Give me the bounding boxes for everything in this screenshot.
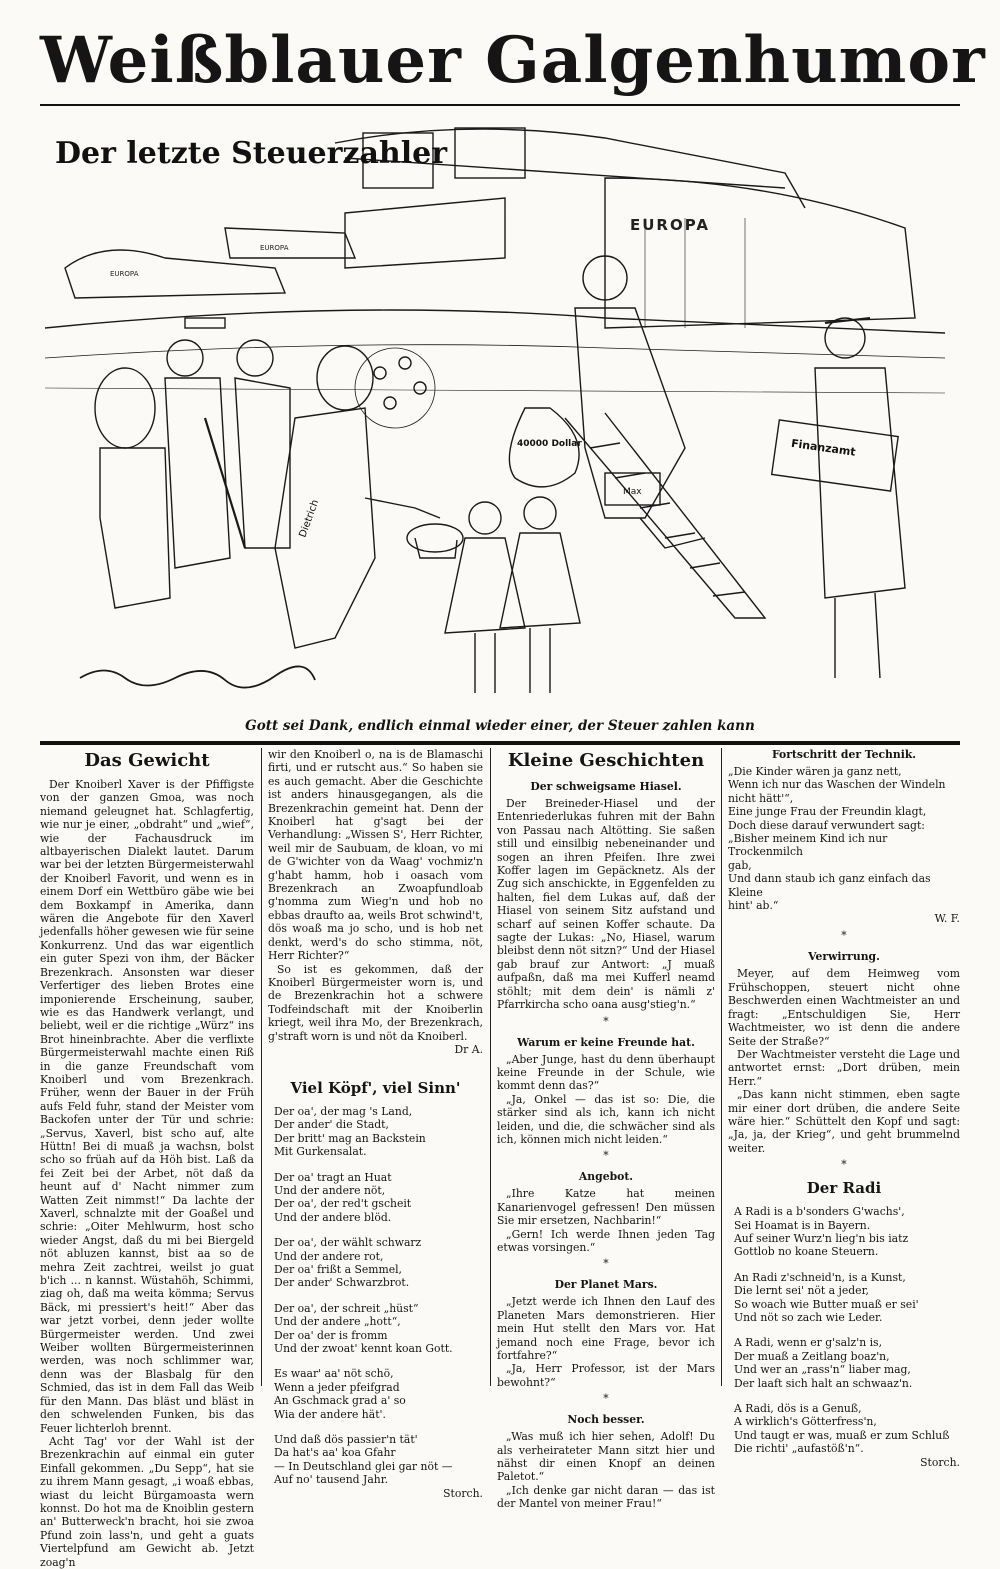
story-title: Warum er keine Freunde hat. xyxy=(517,1035,695,1049)
paragraph: „Ja, Herr Professor, ist der Mars bewohnt?“ xyxy=(497,1362,715,1389)
separator-star: * xyxy=(603,1014,609,1028)
paragraph: So ist es gekommen, daß der Knoiberl Bürgermeister worn is, und de Brezenkrachin hot a schwere Todfeindschaft mit der Knoiberlin kriegt, weil ihra Mo, der Brezenkrach, g'straft worn is und nöt da Knoiberl. xyxy=(268,962,483,1043)
paragraph: „Jetzt werde ich Ihnen den Lauf des Planeten Mars demonstrieren. Hier mein Hut stellt den Mars vor. Hat jemand noch eine Frage, bevor ich fortfahre?“ xyxy=(497,1295,715,1362)
poem-stanza: Der oa', der schreit „hüst“ Und der andere „hott“, Der oa' der is fromm Und der zwoat' kennt koan Gott. xyxy=(274,1301,453,1356)
verse: „Die Kinder wären ja ganz nett, Wenn ich nur das Waschen der Windeln nicht hätt'“, Eine junge Frau der Freundin klagt, Doch diese darauf verwundert sagt: „Bisher meinem Kind ich nur Trockenmilch gab, Und dann staub ich ganz einfach das Kleine hint' ab.“ xyxy=(728,765,946,913)
cartoon-title: Der letzte Steuerzahler xyxy=(55,136,448,171)
column-3 xyxy=(497,748,715,1511)
signature: Storch. xyxy=(920,1455,960,1469)
heading-viel-koepf: Viel Köpf', viel Sinn' xyxy=(290,1078,461,1097)
separator-star: * xyxy=(841,1158,847,1172)
suitcase-label: Max xyxy=(623,487,642,497)
poem-stanza: Der oa' tragt an Huat Und der andere nöt, Der oa', der red't gscheit Und der andere blöd. xyxy=(274,1170,412,1224)
paragraph: Meyer, auf dem Heimweg vom Frühschoppen, steuert nicht ohne Beschwerden einen Wachtmeister an und fragt: „Entschuldigen Sie, Herr Wachtmeister, wo ist denn die andere Seite der Straße?“ xyxy=(728,967,960,1048)
column-2 xyxy=(268,748,483,1501)
poem-stanza: Es waar' aa' nöt schö, Wenn a jeder pfeifgrad An Gschmack grad a' so Wia der andere hät'. xyxy=(274,1367,406,1421)
story-title: Der Planet Mars. xyxy=(554,1278,658,1292)
paragraph: „Das kann nicht stimmen, eben sagte mir einer dort drüben, die andere Seite wäre hier.“ Schüttelt den Kopf und sagt: „Ja, ja, der Krieg“, und geht brummelnd weiter. xyxy=(728,1088,960,1155)
paragraph: Der Breineder-Hiasel und der Entenriederlukas fuhren mit der Bahn von Passau nach Altötting. Sie saßen still und einsilbig nebeneinander und sogen an ihren Pfeifen. Ihre zwei Koffer lagen im Gepäcknetz. Als der Zug sich anschickte, in Eggenfelden zu halten, fiel dem Lukas auf, daß der Hiasel von seinem Sitz aufstand und scharf auf seinen Koffer schaute. Da sagte der Lukas: „No, Hiasel, warum bleibst denn nöt sitzn?“ Und der Hiasel gab brauf zur Antwort: „J muaß aufpaßn, daß ma mei Kufferl neamd stöhlt; mit dem dein' is nämli z' Pfarrkircha scho oana ausg'stieg'n.“ xyxy=(497,797,715,1012)
signature: W. F. xyxy=(934,912,960,926)
paragraph: Acht Tag' vor der Wahl ist der Brezenkrachin auf einmal ein guter Einfall gekommen. „Du Sepp“, hat sie zu ihrem Mann gesagt, „i woaß ebbas, wiast du leicht Bürgamoasta wern konnst. Do hot ma de Knoiblin gestern an' Butterweck'n bracht, hoi sie zwoa Pfund zoin lass'n, und geht a guats Viertelpfund am Gewicht ab. Jetzt zoag'n xyxy=(40,1434,254,1569)
cartoon-illustration xyxy=(45,118,957,714)
separator-star: * xyxy=(603,1257,609,1271)
poem-stanza: Der oa', der mag 's Land, Der ander' die Stadt, Der britt' mag an Backstein Mit Gurkensalat. xyxy=(274,1104,426,1159)
poem-stanza: A Radi, dös is a Genuß, A wirklich's Götterfress'n, Und taugt er was, muaß er zum Schluß Die richti' „aufastöß'n“. xyxy=(734,1402,950,1456)
column-divider xyxy=(490,748,491,1386)
masthead-rule xyxy=(40,104,960,106)
money-bag-label: 40000 Dollar xyxy=(517,439,582,449)
paragraph: Der Wachtmeister versteht die Lage und antwortet ernst: „Dort drüben, mein Herr.“ xyxy=(728,1047,960,1088)
story-title: Angebot. xyxy=(578,1170,634,1184)
ledger-label: Finanzamt xyxy=(790,436,857,459)
story-title: Verwirrung. xyxy=(808,950,880,964)
paragraph: „Ihre Katze hat meinen Kanarienvogel gefressen! Den müssen Sie mir ersetzen, Nachbarin!“ xyxy=(497,1187,715,1228)
ship-label-europa: EUROPA xyxy=(630,216,710,234)
paragraph: „Was muß ich hier sehen, Adolf! Du als verheirateter Mann sitzt hier und nähst dir einen Knopf an deinen Paletot.“ xyxy=(497,1430,715,1484)
sleeve-label: Dietrich xyxy=(297,498,322,540)
separator-star: * xyxy=(603,1149,609,1163)
separator-star: * xyxy=(841,929,847,943)
column-4 xyxy=(728,748,960,1470)
poem-stanza: A Radi is a b'sonders G'wachs', Sei Hoamat is in Bayern. Auf seiner Wurz'n lieg'n bis iatz Gottlob no koane Steuern. xyxy=(734,1205,909,1259)
paragraph: Der Knoiberl Xaver is der Pfiffigste von der ganzen Gmoa, was noch niemand geleugnet hat. Schlagfertig, wie nur je einer, „obdraht“ und „wief“, wie der Fachausdruck im altbayerischen Dialekt lautet. Darum war bei der letzten Bürgermeisterwahl der Knoiberl Favorit, und wenn es in einem Dorf ein Wettbüro gäbe wie bei dem Boxkampf in Amerika, dann wären die Angebote für den Xaverl jedenfalls höher gewesen wie für seine Konkurrenz. Und das war eigentlich ein guter Spezi von ihm, der Bäcker Brezenkrach. Ansonsten war dieser Verfertiger des lieben Brotes eine imponierende Erscheinung, sauber, wie es das Handwerk verlangt, und beliebt, weil er die richtige „Würz“ ins Brot hineinbrachte. Aber die verflixte Bürgermeisterwahl machte einen Riß in die ganze Freundschaft vom Knoiberl und vom Brezenkrach. Früher, wenn der Bauer in der Früh aufs Feld fuhr, stand der Meister vom Backofen unter der Tür und schrie: „Servus, Xaverl, bist scho auf, alte Hüttn! Bei di muaß ja wachsn, bolst scho so früah auf da Höh bist. Laß da fei Zeit bei der Arbet, nöt daß da heunt auf d' Nacht nimmer zum Watten Zeit nimmst!“ Da lachte der Xaverl, schnalzte mit der Goaßel und schrie: „Oiter Mehlwurm, host scho wieder Angst, daß du mi bei Biergeld nöt abluzen kannst, bist aa so de mehra Zeit zachtrei, weilst jo guat b'ich ... n kannst. Wüstahöh, Schimmi, ziag oh, daß ma weita kömma; Servus Bäck, mi pressiert's heit!“ Aber das war jetzt vorbei, denn jeder wollte Bürgermeister werden. Und zwei Weiber wollten Bürgermeisterinnen werden, was noch schlimmer war, denn was der Blasbalg für den Schmied, das ist in dem Fall das Weib für den Mann. Das bläst und bläst in den schwelenden Funken, bis das Feuer lichterloh brennt. xyxy=(40,778,254,1435)
paragraph: „Gern! Ich werde Ihnen jeden Tag etwas vorsingen.“ xyxy=(497,1227,715,1254)
signature: Dr A. xyxy=(454,1042,483,1056)
ship-label-europa-far: EUROPA xyxy=(110,270,139,278)
paragraph: „Aber Junge, hast du denn überhaupt keine Freunde in der Schule, wie kommt denn das?“ xyxy=(497,1052,715,1093)
column-divider xyxy=(261,748,262,1386)
ship-label-europa-small: EUROPA xyxy=(260,244,289,252)
story-title: Fortschritt der Technik. xyxy=(771,748,917,761)
story-title: Der schweigsame Hiasel. xyxy=(530,780,682,793)
column-1 xyxy=(40,748,254,1569)
section-rule xyxy=(40,741,960,745)
cartoon-caption: Gott sei Dank, endlich einmal wieder einer, der Steuer zahlen kann xyxy=(245,718,755,734)
heading-das-gewicht: Das Gewicht xyxy=(84,750,210,771)
paragraph: „Ich denke gar nicht daran — das ist der Mantel von meiner Frau!“ xyxy=(497,1483,715,1511)
story-title: Noch besser. xyxy=(567,1413,645,1427)
poem-stanza: Und daß dös passier'n tät' Da hat's aa' koa Gfahr — In Deutschland glei gar nöt — Auf no' tausend Jahr. xyxy=(274,1433,453,1487)
paragraph: wir den Knoiberl o, na is de Blamaschi firti, und er rutscht aus.“ So haben sie es auch gemacht. Aber die Geschichte ist anders hinausgegangen, als die Brezenkrachin gemeint hat. Denn der Knoiberl hat g'sagt bei der Verhandlung: „Wissen S', Herr Richter, weil mir de Saubuam, de kloan, vo mi de G'wichter von da Waag' vochmiz'n g'habt hamm, hob i oasach vom Brezenkrach an Zwoapfundloab g'nomma zum Wieg'n und hob no ebbas draufto aa, weils Brot schwind't, dös woaß ma jo scho, und is hob net denkt, werd's do scho stimma, nöt, Herr Richter?“ xyxy=(268,748,483,963)
heading-kleine-geschichten: Kleine Geschichten xyxy=(507,750,705,771)
heading-der-radi: Der Radi xyxy=(806,1179,882,1198)
column-divider xyxy=(721,748,722,1386)
separator-star: * xyxy=(603,1392,609,1406)
paragraph: „Ja, Onkel — das ist so: Die, die stärker sind als ich, kann ich nicht leiden, und die, die schwächer sind als ich, können mich nicht leiden.“ xyxy=(497,1092,715,1146)
poem-stanza: Der oa', der wählt schwarz Und der andere rot, Der oa' frißt a Semmel, Der ander' Schwarzbrot. xyxy=(274,1236,422,1290)
masthead: Weißblauer Galgenhumor xyxy=(40,23,986,98)
poem-stanza: A Radi, wenn er g'salz'n is, Der muaß a Zeitlang boaz'n, Und wer an „rass'n“ liaber mag, Der laaft sich halt an schwaaz'n. xyxy=(734,1336,913,1390)
poem-stanza: An Radi z'schneid'n, is a Kunst, Die lernt sei' nöt a jeder, So woach wie Butter muaß er sei' Und nöt so zach wie Leder. xyxy=(734,1270,919,1324)
signature: Storch. xyxy=(443,1486,483,1500)
